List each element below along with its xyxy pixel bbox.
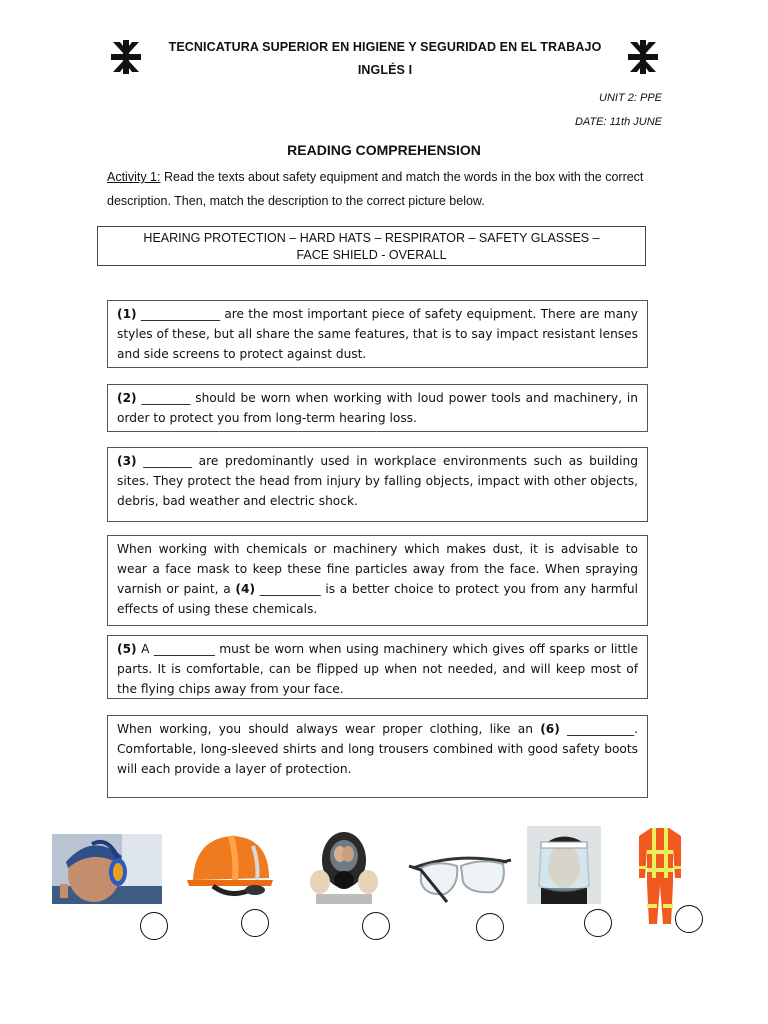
word-box bbox=[97, 226, 646, 266]
item-number: (1) bbox=[117, 307, 137, 321]
text-box-3: (3) ________ are predominantly used in workplace environments such as building sites. They protect the head from injury by falling objects, impact with other objects, debris, bad weather and electric shock. bbox=[107, 447, 648, 522]
activity-instructions bbox=[107, 165, 663, 213]
item-number: (4) bbox=[235, 582, 256, 596]
answer-circle-6[interactable] bbox=[675, 905, 703, 933]
answer-circle-3[interactable] bbox=[362, 912, 390, 940]
activity-label: Activity 1: bbox=[107, 170, 161, 184]
utn-logo-icon bbox=[111, 40, 141, 74]
answer-circle-4[interactable] bbox=[476, 913, 504, 941]
text-box-2: (2) ________ should be worn when working with loud power tools and machinery, in order to protect you from long-term hearing loss. bbox=[107, 384, 648, 432]
text-box-1: (1) _____________ are the most important piece of safety equipment. There are many styles of these, but all share the same features, that is to say impact resistant lenses and side screens to protect against dust. bbox=[107, 300, 648, 368]
answer-circle-1[interactable] bbox=[140, 912, 168, 940]
section-title: READING COMPREHENSION bbox=[287, 142, 481, 158]
text-box-6: When working, you should always wear proper clothing, like an (6) ___________. Comfortable, long-sleeved shirts and long trousers combined with good safety boots will each provide a layer of protection. bbox=[107, 715, 648, 798]
item-number: (5) bbox=[117, 642, 137, 656]
answer-circle-5[interactable] bbox=[584, 909, 612, 937]
activity-text: Read the texts about safety equipment and match the words in the box with the correct description. Then, match the description to the correct picture below. bbox=[107, 170, 644, 208]
document-subtitle: INGLÉS I bbox=[357, 63, 413, 77]
face-shield-icon bbox=[527, 826, 601, 904]
text-box-4: When working with chemicals or machinery which makes dust, it is advisable to wear a face mask to keep these fine particles away from the face. When spraying varnish or paint, a (4) __________ is a better choice to protect you from any harmful effects of using these chemicals. bbox=[107, 535, 648, 626]
date-label: DATE: 11th JUNE bbox=[574, 116, 662, 128]
word-box-line-2: FACE SHIELD - OVERALL bbox=[296, 248, 447, 262]
item-number: (6) bbox=[540, 722, 560, 736]
safety-glasses-icon bbox=[407, 846, 513, 906]
utn-logo-icon bbox=[628, 40, 658, 74]
item-number: (2) bbox=[117, 391, 137, 405]
word-box-line-1: HEARING PROTECTION – HARD HATS – RESPIRATOR – SAFETY GLASSES – bbox=[143, 231, 600, 245]
text-box-5: (5) A __________ must be worn when using machinery which gives off sparks or little parts. It is comfortable, can be flipped up when not needed, and will keep most of the flying chips away from your face. bbox=[107, 635, 648, 699]
document-title: TECNICATURA SUPERIOR EN HIGIENE Y SEGURIDAD EN EL TRABAJO bbox=[168, 40, 602, 54]
hard-hat-icon bbox=[183, 830, 279, 902]
hearing-protection-icon bbox=[52, 834, 162, 904]
item-number: (3) bbox=[117, 454, 137, 468]
respirator-icon bbox=[306, 826, 382, 904]
answer-circle-2[interactable] bbox=[241, 909, 269, 937]
unit-label: UNIT 2: PPE bbox=[599, 92, 662, 104]
